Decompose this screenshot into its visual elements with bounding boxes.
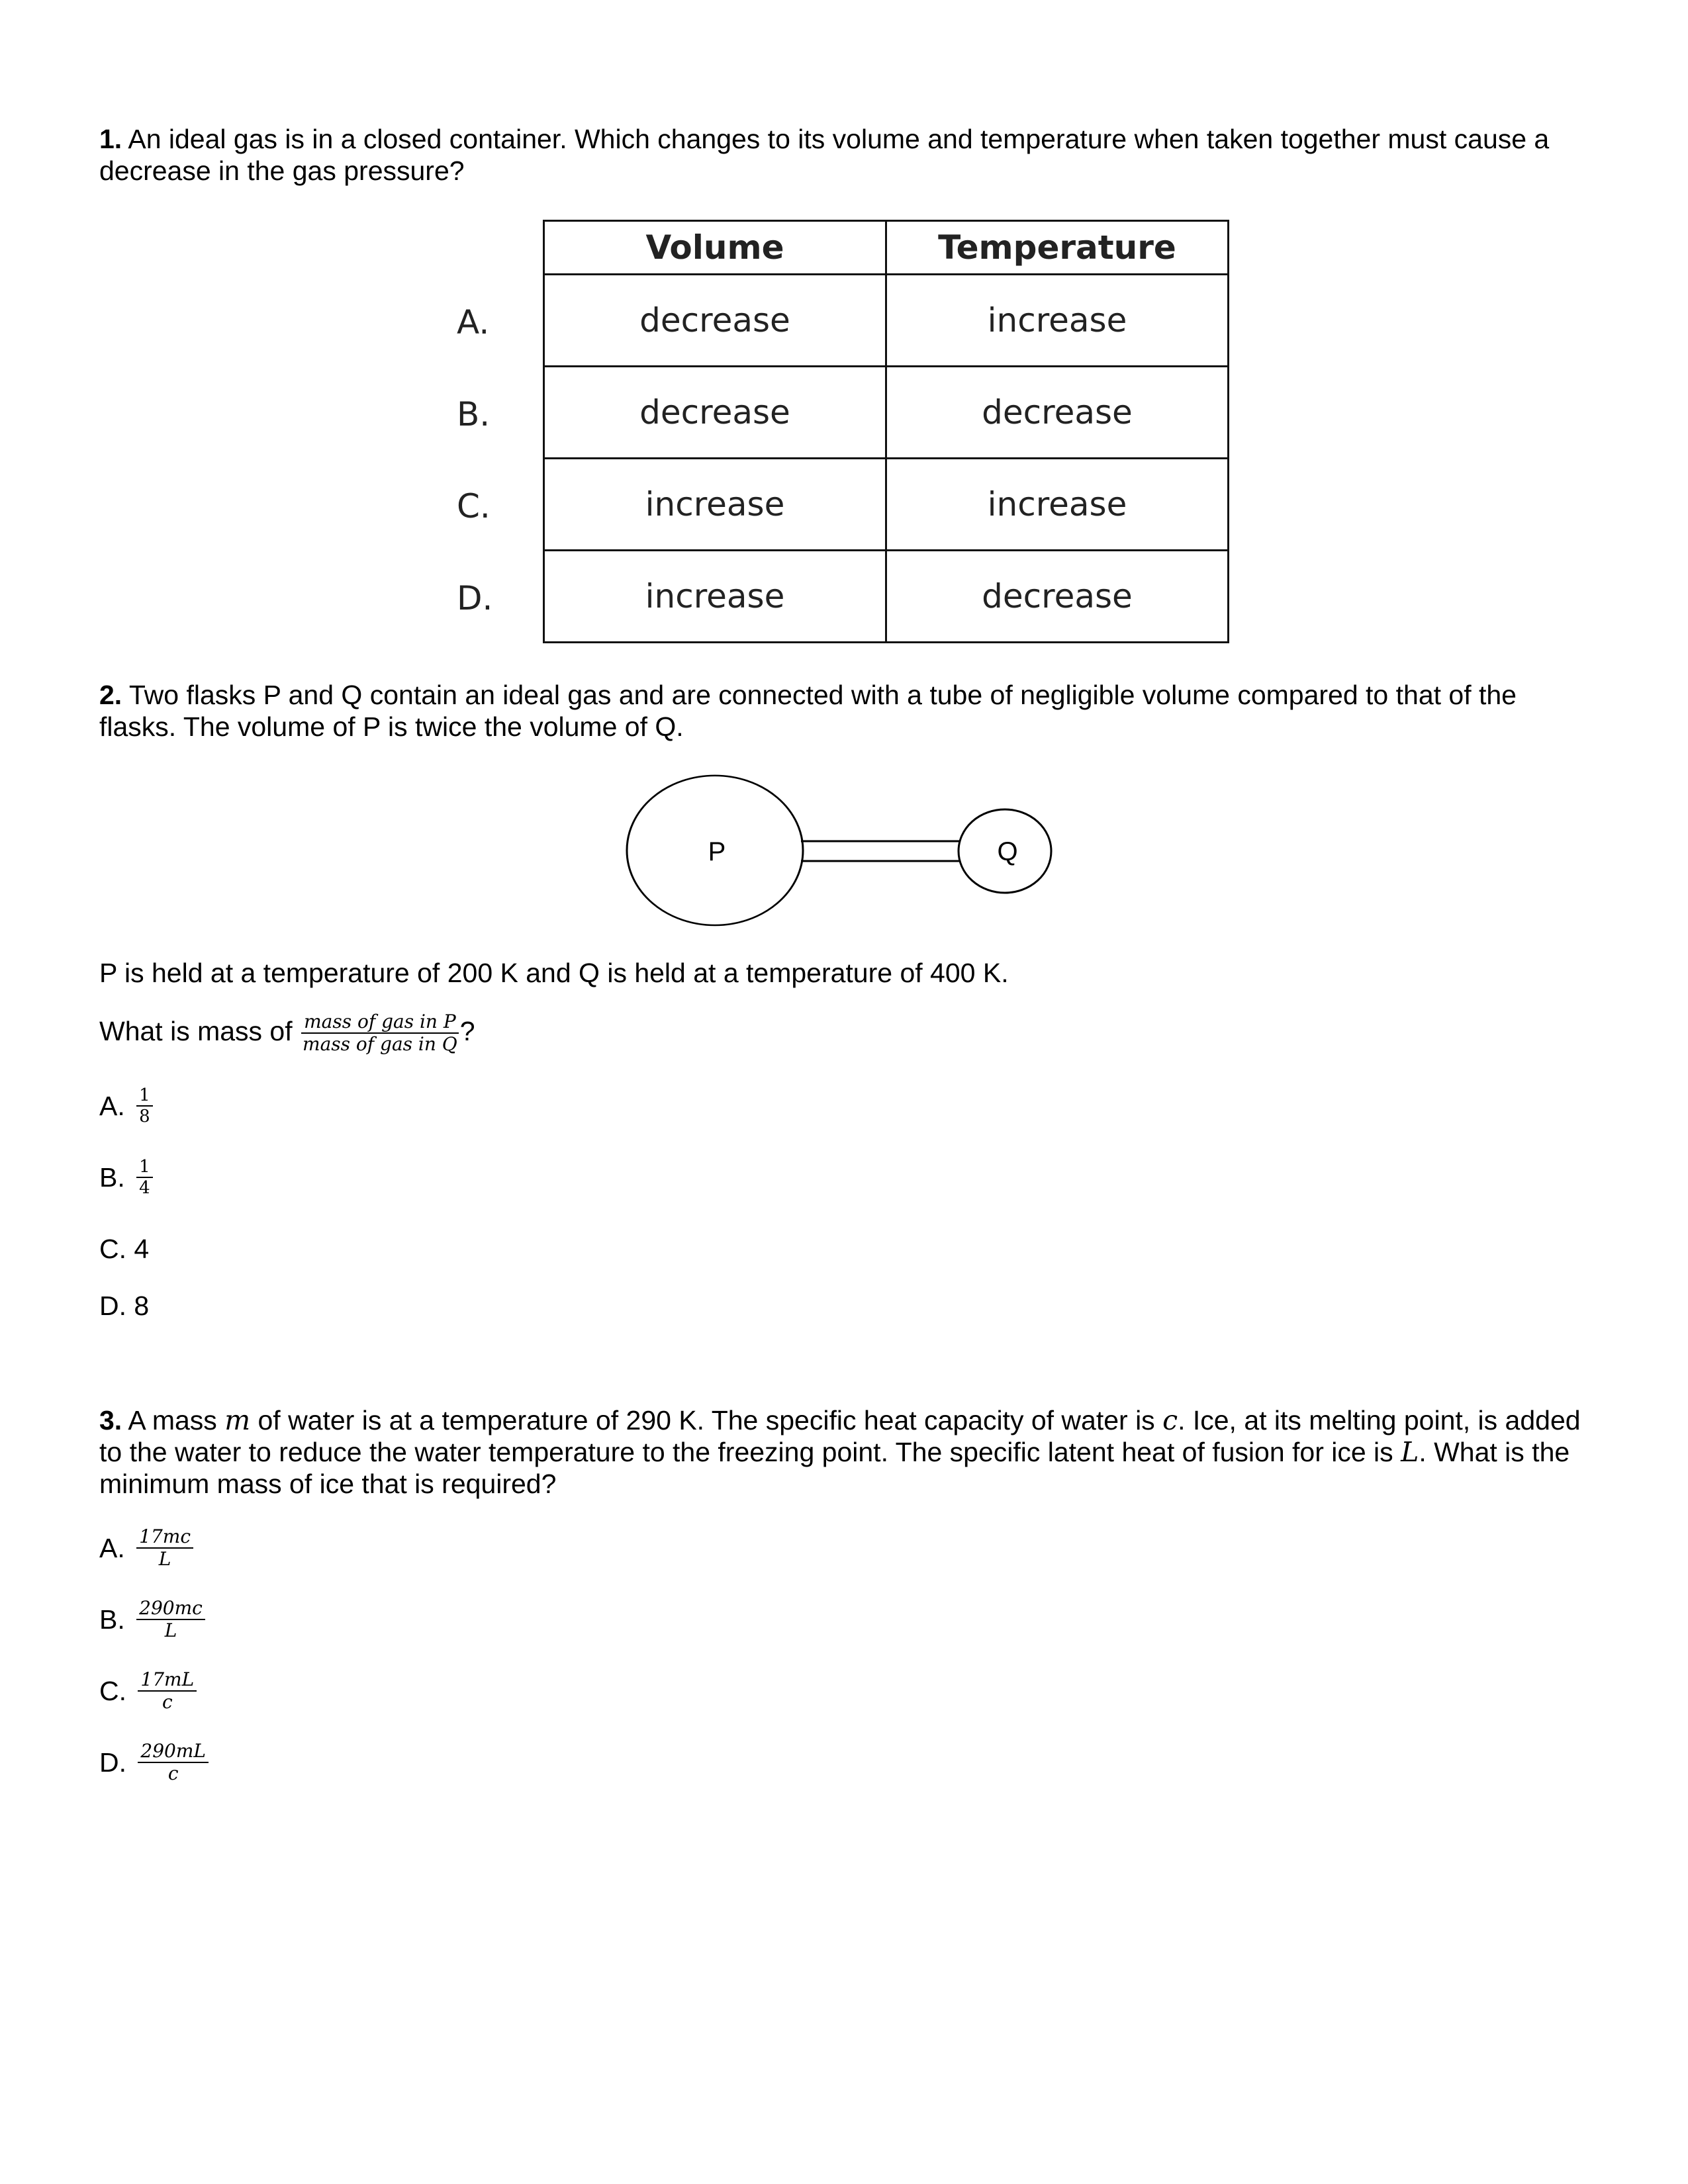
q2-option-a xyxy=(99,1085,153,1126)
row-label-a: A. xyxy=(457,303,490,341)
fraction-denominator: L xyxy=(164,1619,177,1641)
fraction-numerator: 1 xyxy=(136,1085,153,1107)
option-fraction xyxy=(136,1598,205,1641)
fraction-numerator: 290mc xyxy=(136,1598,205,1620)
row-b-volume: decrease xyxy=(544,367,886,459)
question-1-number: 1. xyxy=(99,124,122,154)
table-row xyxy=(544,275,1229,367)
header-temperature: Temperature xyxy=(886,221,1229,275)
option-value: 8 xyxy=(134,1291,150,1321)
option-fraction xyxy=(138,1741,209,1784)
row-b-temperature: decrease xyxy=(886,367,1229,459)
fraction-denominator: 8 xyxy=(139,1107,150,1126)
option-value: 4 xyxy=(134,1234,150,1264)
row-c-volume: increase xyxy=(544,459,886,551)
option-fraction xyxy=(136,1157,153,1198)
fraction-numerator: 17mL xyxy=(138,1669,197,1692)
table-row xyxy=(544,551,1229,643)
q3-option-c xyxy=(99,1669,197,1713)
flasks-diagram xyxy=(622,768,1066,933)
fraction-numerator: 1 xyxy=(136,1157,153,1178)
q3-option-d xyxy=(99,1741,209,1784)
fraction-denominator: c xyxy=(167,1762,179,1784)
q3-text-part: A mass xyxy=(128,1405,217,1435)
table-row xyxy=(544,459,1229,551)
option-label: D. xyxy=(99,1747,126,1778)
q2-option-b xyxy=(99,1157,153,1198)
question-2-prompt xyxy=(99,1011,1589,1055)
header-volume: Volume xyxy=(544,221,886,275)
q3-text-part: . What is the minimum mass of ice that is required? xyxy=(99,1437,1570,1499)
row-label-c: C. xyxy=(457,487,491,525)
prompt-suffix: ? xyxy=(459,1015,475,1046)
option-label: A. xyxy=(99,1532,125,1563)
row-a-volume: decrease xyxy=(544,275,886,367)
row-d-volume: increase xyxy=(544,551,886,643)
question-2-stem: Two flasks P and Q contain an ideal gas and are connected with a tube of negligible volume compared to that of the flasks. The volume of P is twice the volume of Q. xyxy=(99,680,1517,742)
option-label: D. xyxy=(99,1291,126,1321)
q3-text-part: . Ice, at its melting point, is added to the water to reduce the water temperature to the freezing point. The specific latent heat of fusion for ice is xyxy=(99,1405,1581,1467)
flask-p-label: P xyxy=(708,837,726,866)
volume-temperature-table xyxy=(543,220,1229,643)
option-label: C. xyxy=(99,1234,126,1264)
mass-ratio-fraction xyxy=(300,1011,460,1055)
q2-option-d xyxy=(99,1291,149,1322)
q3-text-part: of water is at a temperature of 290 K. The specific heat capacity of water is xyxy=(258,1405,1155,1435)
row-label-b: B. xyxy=(457,395,491,433)
option-fraction xyxy=(138,1669,197,1713)
symbol-c: c xyxy=(1162,1404,1178,1436)
question-3-number: 3. xyxy=(99,1405,122,1435)
fraction-denominator: mass of gas in Q xyxy=(303,1033,457,1055)
option-fraction xyxy=(136,1085,153,1126)
option-label: B. xyxy=(99,1604,125,1635)
row-d-temperature: decrease xyxy=(886,551,1229,643)
option-fraction xyxy=(136,1526,193,1570)
question-1-text xyxy=(99,123,1589,187)
fraction-numerator: 17mc xyxy=(136,1526,193,1549)
row-c-temperature: increase xyxy=(886,459,1229,551)
q3-option-b xyxy=(99,1598,205,1641)
row-a-temperature: increase xyxy=(886,275,1229,367)
fraction-numerator: 290mL xyxy=(138,1741,209,1763)
question-2-text xyxy=(99,679,1589,743)
option-label: C. xyxy=(99,1675,126,1706)
fraction-denominator: c xyxy=(162,1691,173,1713)
fraction-denominator: L xyxy=(158,1548,171,1570)
symbol-l: L xyxy=(1401,1436,1419,1468)
q3-option-a xyxy=(99,1526,193,1570)
option-label: A. xyxy=(99,1090,125,1121)
table-row xyxy=(544,367,1229,459)
flask-q-label: Q xyxy=(997,837,1018,866)
fraction-numerator: mass of gas in P xyxy=(301,1011,459,1034)
fraction-denominator: 4 xyxy=(139,1178,150,1198)
question-1-stem: An ideal gas is in a closed container. Which changes to its volume and temperature when taken together must cause a decrease in the gas pressure? xyxy=(99,124,1550,186)
symbol-m: m xyxy=(224,1404,251,1436)
q2-option-c xyxy=(99,1234,149,1265)
row-label-d: D. xyxy=(457,579,493,617)
question-2-temperatures: P is held at a temperature of 200 K and Q is held at a temperature of 400 K. xyxy=(99,958,1009,988)
question-3-text xyxy=(99,1404,1589,1500)
prompt-prefix: What is mass of xyxy=(99,1015,293,1046)
question-2-number: 2. xyxy=(99,680,122,710)
option-label: B. xyxy=(99,1161,125,1193)
